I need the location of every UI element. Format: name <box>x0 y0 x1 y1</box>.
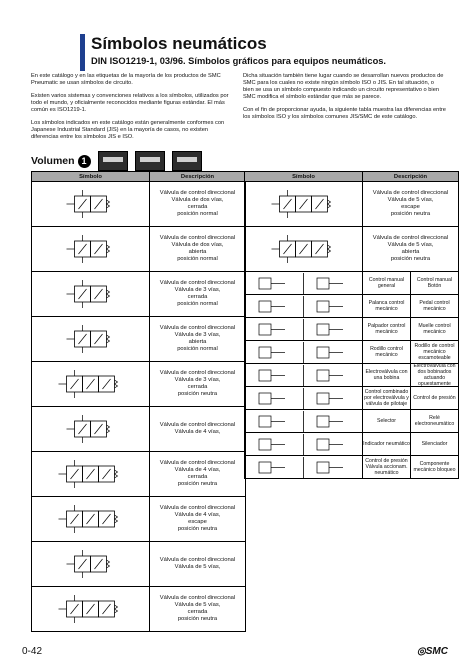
description-label: Control manual general <box>368 277 405 289</box>
description-pair-cell <box>363 295 459 318</box>
description-label: Control de presión <box>410 387 458 409</box>
description-label: Indicador neumático <box>363 441 410 447</box>
description-line: escape <box>401 204 420 210</box>
description-cell <box>150 407 246 452</box>
valve-symbol <box>32 587 149 631</box>
description-line: posición neutra <box>390 256 431 262</box>
valve-symbol <box>32 542 149 586</box>
table-row <box>32 497 246 542</box>
table-row <box>32 542 246 587</box>
table-row <box>32 587 246 632</box>
symbol-cell <box>32 362 150 407</box>
description-label: Relé electroneumático <box>410 410 458 432</box>
symbol-cell <box>245 387 363 410</box>
description-line: Válvula de 4 vías, <box>174 467 221 473</box>
valve-symbol <box>32 272 149 316</box>
description-cell <box>150 182 246 227</box>
description-line: Válvula de control direccional <box>159 280 236 286</box>
description-label: Control combinado por electroválvula y válvula de pilotaje <box>364 389 409 407</box>
column-header: Descripción <box>363 172 459 182</box>
symbol-cell <box>245 456 363 479</box>
symbol-cell <box>245 341 363 364</box>
description-label: Muelle control mecánico <box>410 318 458 340</box>
description-line: posición normal <box>177 211 218 217</box>
description-label: Selector <box>376 418 397 424</box>
description-cell <box>150 317 246 362</box>
smc-logo: ◎SMC <box>417 646 448 657</box>
product-image <box>98 151 128 171</box>
description-label: Palanca control mecánico <box>368 300 405 312</box>
description-line: Válvula de control direccional <box>159 557 236 563</box>
description-line: posición neutra <box>177 481 218 487</box>
description-line: Válvula de 5 vías, <box>387 242 434 248</box>
intro-paragraph: Existen varios sistemas y convenciones relativos a los símbolos, utilizados por todo el mundo, y oficialmente reconocidos mediante figuras estándar. El más común es ISO1219-1. <box>31 93 229 113</box>
page-number: 0-42 <box>22 646 43 657</box>
product-image <box>135 151 165 171</box>
description-label: Pedal control mecánico <box>410 295 458 317</box>
description-line: cerrada <box>187 384 208 390</box>
right-symbol-table <box>244 171 459 479</box>
column-header: Símbolo <box>32 172 150 182</box>
valve-symbol <box>32 227 149 271</box>
symbol-cell <box>245 433 363 456</box>
control-symbol <box>245 457 362 478</box>
intro-paragraph: En este catálogo y en las etiquetas de la mayoría de los productos de SMC Pneumatic se usan símbolos de circuito. <box>31 73 221 86</box>
symbol-cell <box>32 587 150 632</box>
table-row <box>32 227 246 272</box>
description-line: Válvula de control direccional <box>159 370 236 376</box>
symbol-cell <box>245 272 363 295</box>
control-symbol <box>245 296 362 317</box>
intro-right-column <box>243 73 446 127</box>
valve-symbol <box>32 407 149 451</box>
table-row <box>245 387 459 410</box>
intro-paragraph: Dicha situación también tiene lugar cuando se desarrollan nuevos productos de SMC para los cuales no existe ningún símbolo ISO o JIS. En tal situación, o bien se usa un símbolo compuesto indicando un circuito representativo o bien SMC modifica el símbolo estándar que más se parece. <box>243 73 444 100</box>
valve-symbol <box>32 182 149 226</box>
description-cell <box>363 182 459 227</box>
description-label: Rodillo control mecánico <box>370 346 403 358</box>
description-cell <box>150 272 246 317</box>
valve-symbol <box>32 317 149 361</box>
table-row <box>32 317 246 362</box>
intro-left-column <box>31 73 236 147</box>
description-pair-cell <box>363 410 459 433</box>
description-label: Control de presión Válvula accionam. neumático <box>365 458 408 476</box>
table-row <box>245 295 459 318</box>
control-symbol <box>245 434 362 455</box>
description-pair-cell <box>363 387 459 410</box>
symbol-cell <box>32 542 150 587</box>
table-row <box>245 182 459 227</box>
table-row <box>32 272 246 317</box>
description-cell <box>150 227 246 272</box>
table-row <box>245 341 459 364</box>
description-line: abierta <box>188 339 207 345</box>
description-line: Válvula de 5 vías, <box>174 564 221 570</box>
description-cell <box>150 542 246 587</box>
description-label: Electroválvula con una bobina <box>365 369 408 381</box>
symbol-cell <box>32 452 150 497</box>
symbol-cell <box>32 272 150 317</box>
volume-marker <box>31 150 202 172</box>
symbol-cell <box>245 364 363 387</box>
description-line: cerrada <box>187 204 208 210</box>
description-line: Válvula de 3 vías, <box>174 332 221 338</box>
description-line: Válvula de control direccional <box>159 235 236 241</box>
title-block <box>80 34 425 71</box>
table-row <box>32 362 246 407</box>
description-label: Rodillo de control mecánico escamoteable <box>410 341 458 363</box>
description-cell <box>150 497 246 542</box>
description-line: abierta <box>188 249 207 255</box>
table-row <box>245 410 459 433</box>
description-line: Válvula de control direccional <box>159 505 236 511</box>
table-row <box>245 433 459 456</box>
table-row <box>32 182 246 227</box>
symbol-cell <box>245 410 363 433</box>
valve-symbol <box>245 182 362 226</box>
symbol-cell <box>32 227 150 272</box>
description-pair-cell <box>363 341 459 364</box>
column-header: Símbolo <box>245 172 363 182</box>
volume-label: Volumen <box>31 155 75 167</box>
description-label: Componente mecánico bloqueo <box>410 456 458 478</box>
description-label: Electroválvula con dos bobinados actuando opuestamente <box>410 364 458 386</box>
description-cell <box>150 362 246 407</box>
description-line: Válvula de control direccional <box>159 460 236 466</box>
description-line: Válvula de 4 vías, <box>174 429 221 435</box>
description-line: posición normal <box>177 346 218 352</box>
table-row <box>245 227 459 272</box>
symbol-cell <box>245 318 363 341</box>
description-line: posición neutra <box>177 391 218 397</box>
description-pair-cell <box>363 433 459 456</box>
table-row <box>245 364 459 387</box>
intro-paragraph: Los símbolos indicados en este catálogo están generalmente conformes con Japanese Industrial Standard (JIS) en la mayoría de casos, no existen diferencias entre los símbolos JIS e ISO. <box>31 120 225 140</box>
description-pair-cell <box>363 364 459 387</box>
symbol-cell <box>32 317 150 362</box>
valve-symbol <box>32 497 149 541</box>
brand-name: SMC <box>425 646 448 657</box>
description-line: cerrada <box>187 609 208 615</box>
description-cell <box>150 452 246 497</box>
symbol-cell <box>245 182 363 227</box>
description-pair-cell <box>363 318 459 341</box>
description-line: posición normal <box>177 256 218 262</box>
description-line: Válvula de 5 vías, <box>174 602 221 608</box>
description-label: Control manual Botón <box>410 272 458 294</box>
page-subtitle: DIN ISO1219-1, 03/96. Símbolos gráficos para equipos neumáticos. <box>91 56 387 66</box>
description-line: Válvula de control direccional <box>159 422 236 428</box>
symbol-cell <box>32 497 150 542</box>
description-line: Válvula de dos vías, <box>171 197 224 203</box>
valve-symbol <box>32 362 149 406</box>
symbol-cell <box>32 182 150 227</box>
description-line: Válvula de dos vías, <box>171 242 224 248</box>
intro-paragraph: Con el fin de proporcionar ayuda, la siguiente tabla muestra las diferencias entre los símbolos ISO y los símbolos comunes JIS/SMC de este catálogo. <box>243 107 446 120</box>
description-line: Válvula de 3 vías, <box>174 287 221 293</box>
description-pair-cell <box>363 272 459 295</box>
description-line: posición neutra <box>177 526 218 532</box>
table-row <box>245 456 459 479</box>
control-symbol <box>245 342 362 363</box>
description-line: cerrada <box>187 474 208 480</box>
left-symbol-table <box>31 171 246 632</box>
control-symbol <box>245 411 362 432</box>
description-line: escape <box>188 519 207 525</box>
symbol-cell <box>245 227 363 272</box>
table-row <box>32 452 246 497</box>
control-symbol <box>245 273 362 294</box>
description-line: Válvula de control direccional <box>372 235 449 241</box>
table-row <box>245 318 459 341</box>
volume-number: 1 <box>78 155 91 168</box>
valve-symbol <box>32 452 149 496</box>
description-pair-cell <box>363 456 459 479</box>
description-line: cerrada <box>187 294 208 300</box>
description-line: Válvula de 5 vías, <box>387 197 434 203</box>
product-image <box>172 151 202 171</box>
table-row <box>32 407 246 452</box>
description-line: Válvula de control direccional <box>159 325 236 331</box>
description-line: Válvula de control direccional <box>159 595 236 601</box>
description-line: posición neutra <box>390 211 431 217</box>
description-cell <box>150 587 246 632</box>
description-cell <box>363 227 459 272</box>
description-line: posición normal <box>177 301 218 307</box>
description-label: Palpador control mecánico <box>367 323 406 335</box>
description-line: abierta <box>401 249 420 255</box>
control-symbol <box>245 319 362 340</box>
control-symbol <box>245 365 362 386</box>
control-symbol <box>245 388 362 409</box>
column-header: Descripción <box>150 172 246 182</box>
description-line: Válvula de control direccional <box>372 190 449 196</box>
symbol-cell <box>245 295 363 318</box>
table-row <box>245 272 459 295</box>
description-line: posición neutra <box>177 616 218 622</box>
description-line: Válvula de control direccional <box>159 190 236 196</box>
description-line: Válvula de 3 vías, <box>174 377 221 383</box>
symbol-cell <box>32 407 150 452</box>
valve-symbol <box>245 227 362 271</box>
page-title: Símbolos neumáticos <box>91 34 267 53</box>
description-label: Silenciador <box>410 433 458 455</box>
description-line: Válvula de 4 vías, <box>174 512 221 518</box>
